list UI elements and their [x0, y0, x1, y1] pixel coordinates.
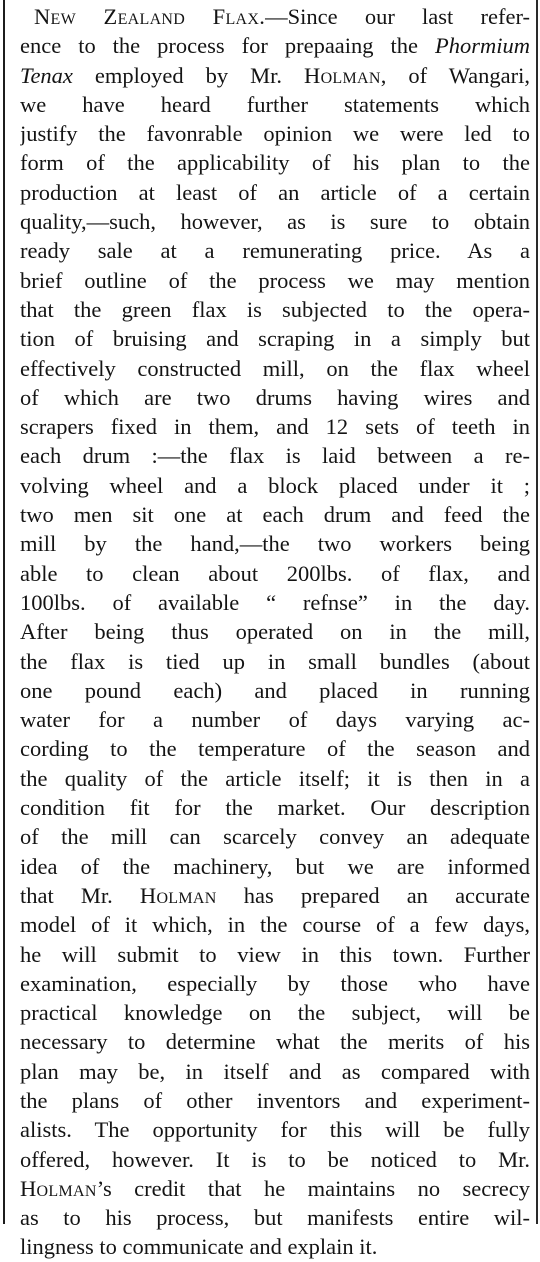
article-line: [20, 207, 530, 236]
text-segment: form of the applicability of his plan to the: [20, 150, 530, 176]
article-line: [20, 354, 530, 383]
column-rule-left: [3, 0, 5, 1224]
text-segment: cording to the temperature of the season and: [20, 736, 530, 762]
article-line: [20, 324, 530, 353]
text-segment: lingness to communicate and explain it.: [20, 1234, 378, 1260]
article-line: [20, 676, 530, 705]
article-heading: New Zealand Flax.: [34, 4, 266, 29]
article-line: [20, 266, 530, 295]
article-line: [20, 910, 530, 939]
text-segment: practical knowledge on the subject, will be: [20, 1000, 530, 1026]
text-segment: condition fit for the market. Our description: [20, 795, 530, 821]
text-segment: volving wheel and a block placed under it ;: [20, 472, 530, 498]
text-segment: water for a number of days varying ac-: [20, 707, 530, 733]
text-segment: tion of bruising and scraping in a simply but: [20, 326, 530, 352]
article-line: [20, 31, 530, 60]
text-segment: Phormium: [435, 33, 530, 59]
article-line: [20, 764, 530, 793]
article-line: [20, 1027, 530, 1056]
text-segment: idea of the machinery, but we are informed: [20, 853, 530, 879]
article-line: [20, 969, 530, 998]
text-segment: Holman: [139, 882, 217, 908]
article-line: [20, 1232, 530, 1261]
article-line: [20, 119, 530, 148]
article-line: [20, 647, 530, 676]
article-line: [20, 178, 530, 207]
text-segment: each drum :—the flax is laid between a re-: [20, 443, 530, 469]
article-line: [20, 998, 530, 1027]
article-line: [20, 1115, 530, 1144]
text-segment: the quality of the article itself; it is then in a: [20, 765, 530, 791]
article-line: [20, 588, 530, 617]
article-line: [20, 383, 530, 412]
article-line: [20, 559, 530, 588]
article-line: [20, 529, 530, 558]
text-segment: ready sale at a remunerating price. As a: [20, 238, 530, 264]
article-line: [20, 940, 530, 969]
text-segment: quality,—such, however, as is sure to obtain: [20, 209, 530, 235]
article-line: [20, 236, 530, 265]
text-segment: two men sit one at each drum and feed the: [20, 502, 530, 528]
text-segment: production at least of an article of a certain: [20, 179, 530, 205]
article-line: [20, 500, 530, 529]
article-line: [20, 881, 530, 910]
article-line: [20, 1174, 530, 1203]
article-line: [20, 734, 530, 763]
text-segment: Holman: [304, 62, 381, 88]
article-first-line: [20, 2, 530, 31]
column-rule-right: [536, 0, 538, 1224]
text-segment: employed by Mr.: [72, 62, 305, 88]
article-body: [20, 2, 530, 1262]
text-segment: alists. The opportunity for this will be fully: [20, 1117, 530, 1143]
article-line: [20, 441, 530, 470]
text-segment: able to clean about 200lbs. of flax, and: [20, 560, 530, 586]
text-segment: ence to the process for prepaaing the: [20, 33, 435, 59]
text-segment: that Mr.: [20, 882, 140, 908]
text-segment: 100lbs. of available “ refnse” in the day.: [20, 589, 530, 615]
article-line: [20, 1057, 530, 1086]
text-segment: we have heard further statements which: [20, 91, 530, 117]
article-line: [20, 705, 530, 734]
article-line: [20, 471, 530, 500]
text-segment: brief outline of the process we may mention: [20, 267, 530, 293]
article-line: [20, 90, 530, 119]
text-segment: After being thus operated on in the mill,: [20, 619, 530, 645]
text-segment: ’s credit that he maintains no secrecy: [96, 1175, 530, 1201]
text-segment: , of Wangari,: [380, 62, 530, 88]
article-line: [20, 1203, 530, 1232]
article-line: [20, 1086, 530, 1115]
text-segment: the flax is tied up in small bundles (about: [20, 648, 530, 674]
text-segment: the plans of other inventors and experiment-: [20, 1087, 530, 1113]
article-line: [20, 852, 530, 881]
text-segment: has prepared an accurate: [216, 882, 530, 908]
article-line: [20, 822, 530, 851]
text-segment: offered, however. It is to be noticed to Mr.: [20, 1146, 530, 1172]
text-segment: one pound each) and placed in running: [20, 677, 530, 703]
article-line: [20, 295, 530, 324]
text-segment: Tenax: [20, 62, 73, 88]
text-segment: that the green flax is subjected to the opera-: [20, 296, 530, 322]
text-segment: effectively constructed mill, on the flax wheel: [20, 355, 530, 381]
article-line: [20, 412, 530, 441]
text-segment: of the mill can scarcely convey an adequate: [20, 824, 530, 850]
article-line: [20, 617, 530, 646]
text-segment: necessary to determine what the merits of his: [20, 1029, 530, 1055]
text-segment: as to his process, but manifests entire wil-: [20, 1205, 530, 1231]
article-line: [20, 793, 530, 822]
text-segment: mill by the hand,—the two workers being: [20, 531, 530, 557]
article-line: [20, 61, 530, 90]
text-segment: Holman: [20, 1175, 97, 1201]
text-segment: justify the favonrable opinion we were led to: [20, 121, 530, 147]
article-line: [20, 148, 530, 177]
article-line: [20, 1145, 530, 1174]
text-segment: of which are two drums having wires and: [20, 384, 530, 410]
text-segment: examination, especially by those who have: [20, 970, 530, 996]
text-segment: plan may be, in itself and as compared with: [20, 1058, 530, 1084]
text-segment: model of it which, in the course of a few days,: [20, 912, 530, 938]
text-segment: he will submit to view in this town. Further: [20, 941, 530, 967]
text-segment: scrapers fixed in them, and 12 sets of teeth in: [20, 414, 530, 440]
text-segment: —Since our last refer-: [265, 4, 530, 29]
